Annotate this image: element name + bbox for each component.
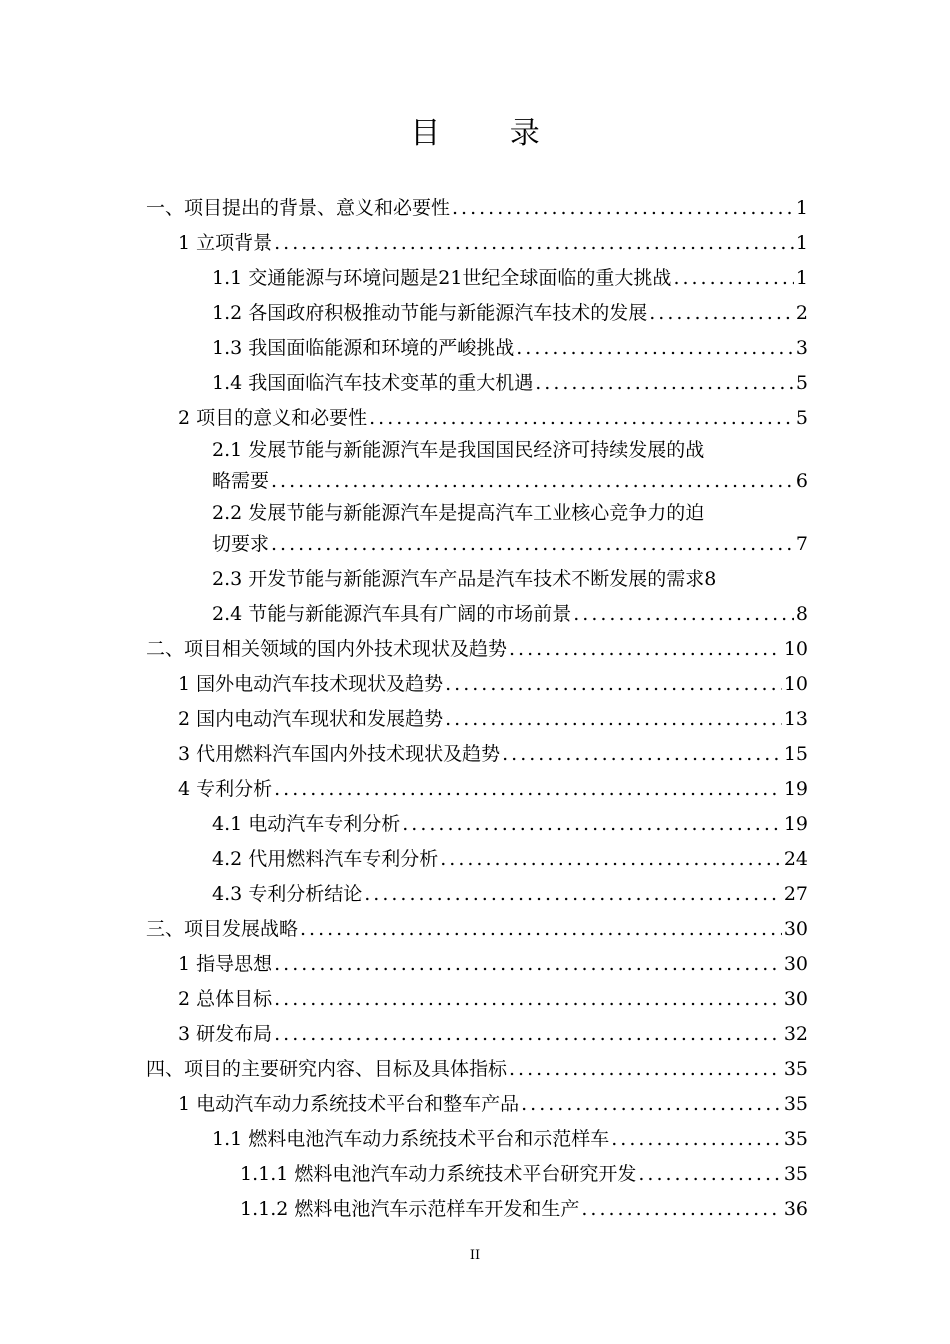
toc-entry-page: 30 [783, 988, 808, 1010]
toc-entry-label: 1.1.2 燃料电池汽车示范样车开发和生产 [240, 1198, 580, 1220]
toc-entry-label: 1.1 交通能源与环境问题是21世纪全球面临的重大挑战 [212, 267, 672, 289]
dot-leader [509, 633, 782, 666]
dot-leader [402, 808, 782, 841]
toc-entry[interactable] [212, 498, 808, 561]
toc-entry[interactable] [212, 1121, 808, 1156]
toc-entry-continuation [212, 466, 808, 497]
toc-entry[interactable] [178, 666, 808, 701]
toc-entry[interactable] [212, 330, 808, 365]
dot-leader [369, 402, 794, 435]
dot-leader [638, 1158, 781, 1191]
toc-entry-page: 19 [783, 778, 808, 800]
toc-entry-page: 8 [795, 603, 808, 625]
toc-entry-page: 10 [783, 673, 808, 695]
toc-entry[interactable] [178, 1016, 808, 1051]
toc-entry[interactable] [212, 365, 808, 400]
toc-entry-label: 1.1.1 燃料电池汽车动力系统技术平台研究开发 [240, 1163, 637, 1185]
toc-entry-page: 1 [795, 267, 808, 289]
toc-entry-label: 3 代用燃料汽车国内外技术现状及趋势 [178, 743, 501, 765]
toc-entry[interactable] [212, 295, 808, 330]
toc-entry[interactable] [240, 1156, 808, 1191]
toc-entry-page: 5 [795, 407, 808, 429]
dot-leader [274, 983, 782, 1016]
toc-entry-label: 1.4 我国面临汽车技术变革的重大机遇 [212, 372, 534, 394]
toc-entry-page: 1 [795, 197, 808, 219]
toc-entry[interactable] [178, 736, 808, 771]
toc-entry-page: 24 [783, 848, 808, 870]
toc-entry-label-continued: 切要求 [212, 533, 270, 555]
toc-entry-page: 13 [783, 708, 808, 730]
toc-entry[interactable] [146, 190, 808, 225]
toc-entry-label: 2 总体目标 [178, 988, 273, 1010]
toc-entry-label: 一、项目提出的背景、意义和必要性 [146, 197, 451, 219]
toc-entry-page: 35 [783, 1093, 808, 1115]
toc-entry[interactable] [178, 981, 808, 1016]
toc-entry-label: 三、项目发展战略 [146, 918, 299, 940]
toc-entry-page: 36 [783, 1198, 808, 1220]
dot-leader [271, 466, 794, 497]
toc-entry-label: 4.3 专利分析结论 [212, 883, 363, 905]
toc-entry-label: 四、项目的主要研究内容、目标及具体指标 [146, 1058, 508, 1080]
toc-entry-page: 35 [783, 1058, 808, 1080]
toc-entry-page: 27 [783, 883, 808, 905]
dot-leader [445, 668, 782, 701]
toc-entry-label: 4.2 代用燃料汽车专利分析 [212, 848, 439, 870]
toc-entry[interactable] [240, 1191, 808, 1226]
toc-entry-label: 2.2 发展节能与新能源汽车是提高汽车工业核心竞争力的迫 [212, 502, 705, 524]
toc-entry[interactable] [178, 1086, 808, 1121]
dot-leader [611, 1123, 782, 1156]
toc-entry-page: 15 [783, 743, 808, 765]
toc-entry-continuation [212, 529, 808, 560]
toc-entry-label: 1 立项背景 [178, 232, 273, 254]
toc-entry-label: 2.4 节能与新能源汽车具有广阔的市场前景 [212, 603, 572, 625]
toc-entry-page: 5 [795, 372, 808, 394]
toc-entry-label: 2 项目的意义和必要性 [178, 407, 368, 429]
toc-entry-label: 二、项目相关领域的国内外技术现状及趋势 [146, 638, 508, 660]
dot-leader [364, 878, 782, 911]
dot-leader [535, 367, 794, 400]
toc-entry-label: 3 研发布局 [178, 1023, 273, 1045]
toc-entry-page: 35 [783, 1163, 808, 1185]
toc-entry-label: 1.1 燃料电池汽车动力系统技术平台和示范样车 [212, 1128, 610, 1150]
toc-entry-label: 4.1 电动汽车专利分析 [212, 813, 401, 835]
dot-leader [274, 1018, 782, 1051]
toc-entry-label: 1 指导思想 [178, 953, 273, 975]
toc-entry-label: 2.3 开发节能与新能源汽车产品是汽车技术不断发展的需求 [212, 568, 705, 590]
toc-entry[interactable] [146, 1051, 808, 1086]
toc-entry[interactable] [212, 435, 808, 498]
toc-entry[interactable] [212, 561, 808, 596]
toc-entry-label-continued: 略需要 [212, 470, 270, 492]
dot-leader [452, 192, 794, 225]
toc-entry[interactable] [178, 400, 808, 435]
toc-entry-page: 7 [795, 533, 808, 555]
toc-entry-label: 2 国内电动汽车现状和发展趋势 [178, 708, 444, 730]
toc-entry[interactable] [146, 911, 808, 946]
toc-entry-page: 30 [783, 918, 808, 940]
toc-entry-label: 1.2 各国政府积极推动节能与新能源汽车技术的发展 [212, 302, 648, 324]
dot-leader [516, 332, 794, 365]
toc-entry[interactable] [212, 806, 808, 841]
dot-leader [573, 598, 794, 631]
toc-entry-page: 32 [783, 1023, 808, 1045]
dot-leader [581, 1193, 781, 1226]
dot-leader [271, 529, 794, 560]
toc-entry-page: 3 [795, 337, 808, 359]
dot-leader [274, 227, 794, 260]
toc-entry-label: 4 专利分析 [178, 778, 273, 800]
toc-entry-page: 10 [783, 638, 808, 660]
toc-entry-label: 1 国外电动汽车技术现状及趋势 [178, 673, 444, 695]
dot-leader [502, 738, 782, 771]
toc-entry[interactable] [212, 876, 808, 911]
toc-entry-page: 35 [783, 1128, 808, 1150]
table-of-contents [0, 190, 950, 1226]
toc-entry-label: 1 电动汽车动力系统技术平台和整车产品 [178, 1093, 520, 1115]
toc-entry-page: 1 [795, 232, 808, 254]
dot-leader [445, 703, 782, 736]
toc-entry[interactable] [212, 596, 808, 631]
toc-entry-page: 19 [783, 813, 808, 835]
toc-entry-page: 6 [795, 470, 808, 492]
dot-leader [300, 913, 782, 946]
toc-entry[interactable] [178, 225, 808, 260]
dot-leader [274, 773, 782, 806]
page-number-footer: II [469, 1248, 481, 1263]
toc-entry-page: 2 [795, 302, 808, 324]
dot-leader [649, 297, 794, 330]
dot-leader [673, 262, 793, 295]
dot-leader [440, 843, 782, 876]
dot-leader [274, 948, 782, 981]
toc-entry[interactable] [146, 631, 808, 666]
toc-entry[interactable] [212, 260, 808, 295]
toc-entry-page: 30 [783, 953, 808, 975]
toc-entry[interactable] [178, 701, 808, 736]
dot-leader [521, 1088, 782, 1121]
toc-entry-label: 1.3 我国面临能源和环境的严峻挑战 [212, 337, 515, 359]
toc-entry[interactable] [178, 771, 808, 806]
dot-leader [509, 1053, 782, 1086]
toc-entry-label: 2.1 发展节能与新能源汽车是我国国民经济可持续发展的战 [212, 439, 705, 461]
toc-entry-page: 8 [704, 568, 717, 590]
toc-entry[interactable] [178, 946, 808, 981]
toc-entry[interactable] [212, 841, 808, 876]
toc-title: 目 录 [410, 116, 570, 151]
